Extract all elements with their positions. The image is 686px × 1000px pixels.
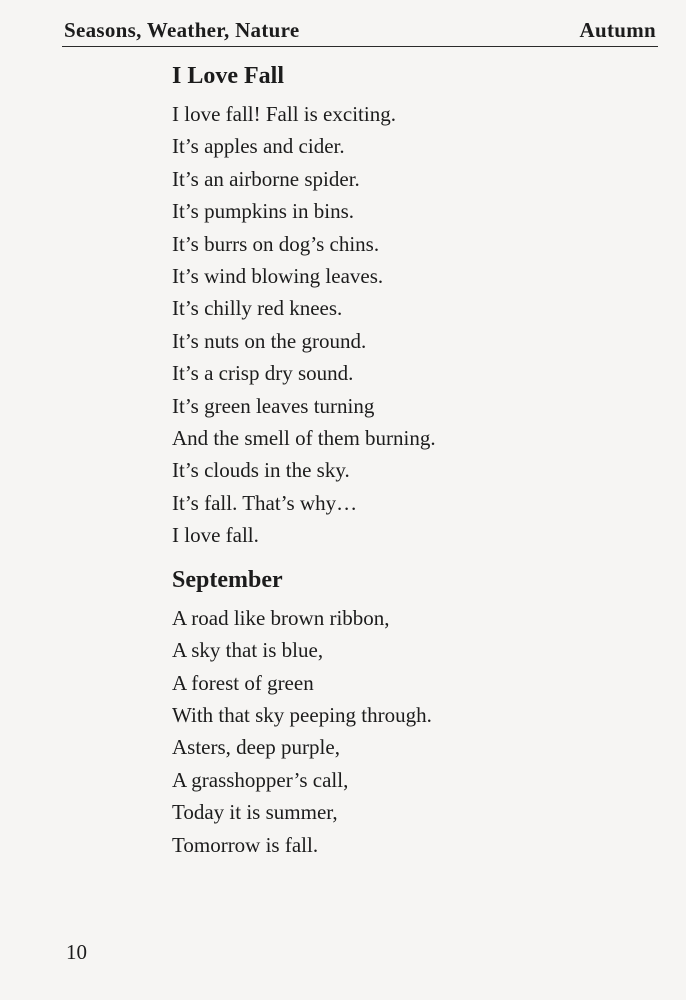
poem-line: It’s chilly red knees. [172,296,343,321]
page-number: 10 [66,940,87,964]
poem-line: It’s pumpkins in bins. [172,199,355,224]
poem-line: It’s fall. That’s why… [172,490,358,515]
poem-line: Tomorrow is fall. [172,832,319,857]
poem-line: Asters, deep purple, [172,735,340,760]
poem-line: It’s wind blowing leaves. [172,264,384,289]
poem-line: It’s nuts on the ground. [172,328,367,353]
poem-line: It’s a crisp dry sound. [172,361,354,386]
poem-line: I love fall! Fall is exciting. [172,102,396,126]
poem-line: It’s burrs on dog’s chins. [172,231,380,256]
poem-line: It’s clouds in the sky. [172,458,350,483]
poem-line: A road like brown ribbon, [172,605,390,630]
poem-line: I love fall. [172,523,259,548]
poem-line: And the smell of them burning. [172,426,436,451]
running-header [62,14,658,47]
poem-line: It’s apples and cider. [172,134,345,159]
poem-line: A grasshopper’s call, [172,767,349,792]
poem-line: A sky that is blue, [172,638,324,663]
poem-september [172,564,632,861]
section-title: Seasons, Weather, Nature [64,18,300,42]
topic-title: Autumn [579,18,656,42]
poems-container [172,60,632,861]
poem-line: It’s green leaves turning [172,393,375,418]
poem-line: Today it is summer, [172,800,338,825]
poem-title: I Love Fall [172,63,284,89]
poem-line: A forest of green [172,670,314,695]
poem-lines [172,98,632,552]
poem-title: September [172,566,283,593]
poem-line: With that sky peeping through. [172,702,432,727]
poem-lines [172,602,632,861]
poem-i-love-fall [172,60,632,552]
poem-line: It’s an airborne spider. [172,166,360,191]
